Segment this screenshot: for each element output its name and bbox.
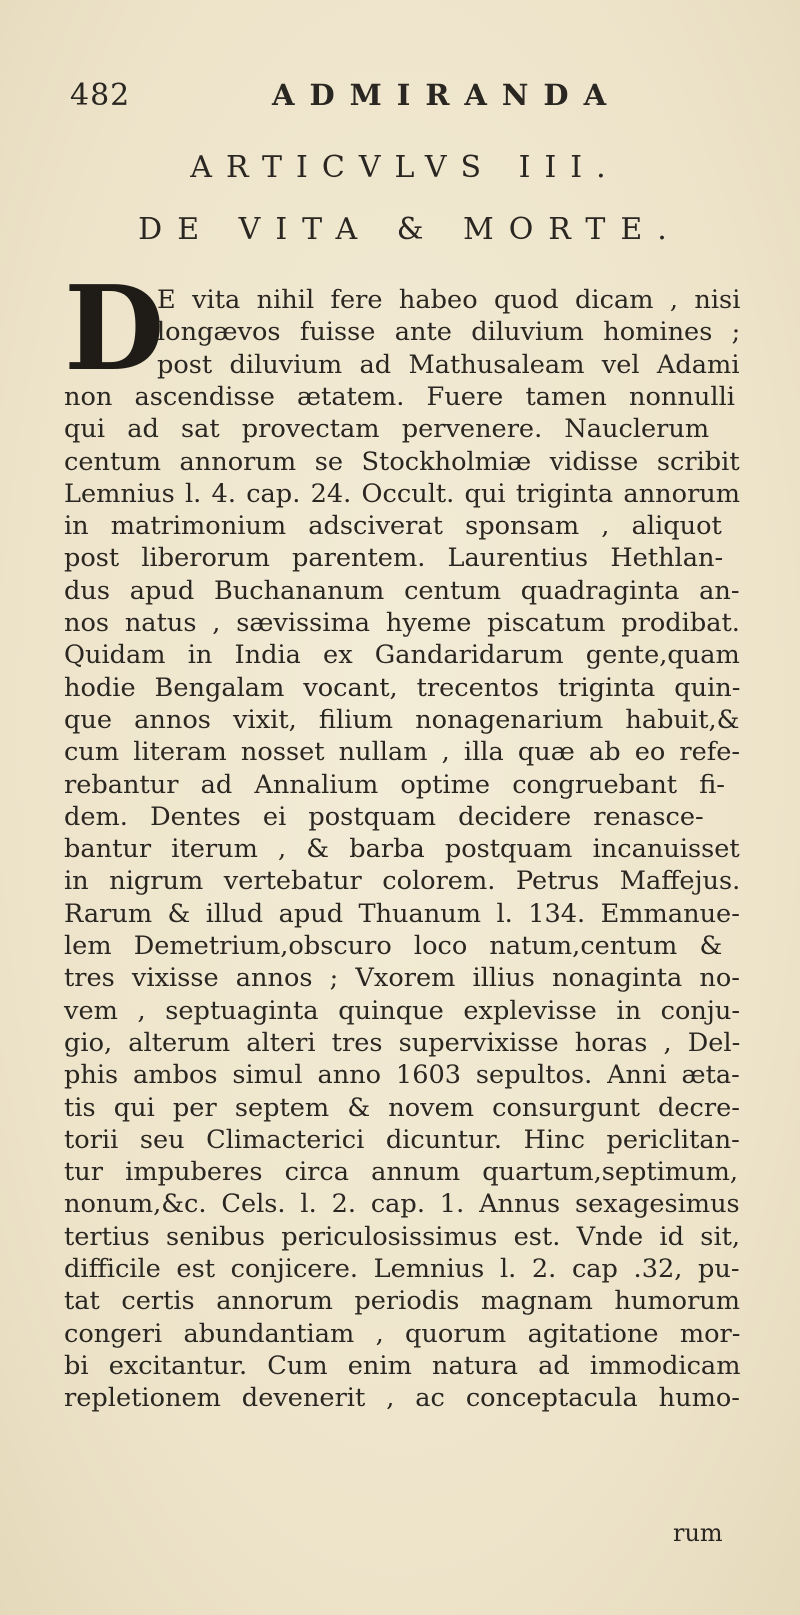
text-line: dus apud Buchananum centum quadraginta an- [64,575,740,606]
section-title: DE VITA & MORTE. [138,212,682,247]
text-line: que annos vixit, filium nonagenarium habuit,& [64,704,740,735]
text-line: nos natus , sævissima hyeme piscatum prodibat. [64,608,740,638]
text-line: vem , septuaginta quinque explevisse in conju- [64,995,740,1026]
text-line: centum annorum se Stockholmiæ vidisse scribit [64,446,740,477]
text-line: cum literam nosset nullam , illa quæ ab eo refe- [64,737,741,768]
text-line: tur impuberes circa annum quartum,septimum, [64,1157,739,1188]
text-line: torii seu Climacterici dicuntur. Hinc periclitan- [64,1124,740,1155]
text-line: in nigrum vertebatur colorem. Petrus Maffejus. [64,866,741,897]
page-number: 482 [70,78,131,113]
text-line: phis ambos simul anno 1603 sepultos. Anni æta- [64,1060,740,1091]
text-line: hodie Bengalam vocant, trecentos triginta quin- [64,672,741,703]
catchword: rum [673,1519,723,1547]
text-line: tertius senibus periculosissimus est. Vnde id sit, [64,1221,741,1252]
text-line: Rarum & illud apud Thuanum l. 134. Emmanue- [64,898,740,929]
text-line: nonum,&c. Cels. l. 2. cap. 1. Annus sexagesimus [64,1189,740,1220]
text-line: congeri abundantiam , quorum agitatione mor- [64,1318,741,1349]
text-line: post liberorum parentem. Laurentius Hethlan- [64,543,724,574]
running-head [62,78,742,118]
running-title: ADMIRANDA [272,78,622,112]
text-line: Lemnius l. 4. cap. 24. Occult. qui triginta annorum [64,478,741,509]
text-line: tres vixisse annos ; Vxorem illius nonaginta no- [64,963,740,994]
text-line: difficile est conjicere. Lemnius l. 2. cap .32, pu- [64,1254,740,1284]
text-line: gio, alterum alteri tres supervixisse horas , Del- [64,1027,741,1058]
article-title: ARTICVLVS III. [190,150,620,185]
text-line: tis qui per septem & novem consurgunt decre- [64,1092,740,1123]
text-line: bi excitantur. Cum enim natura ad immodicam [64,1350,741,1381]
text-line: qui ad sat provectam pervenere. Nauclerum [64,414,710,445]
text-line: post diluvium ad Mathusaleam vel Adami [157,349,740,380]
text-line: non ascendisse ætatem. Fuere tamen nonnulli [64,381,735,412]
text-line: tat certis annorum periodis magnam humorum [64,1286,741,1317]
text-line: dem. Dentes ei postquam decidere renasce- [64,801,704,832]
text-line: E vita nihil fere habeo quod dicam , nisi [157,285,741,315]
text-line: bantur iterum , & barba postquam incanuisset [64,834,740,865]
text-line: in matrimonium adsciverat sponsam , aliquot [64,511,722,542]
text-line: repletionem devenerit , ac conceptacula humo- [64,1383,740,1414]
text-line: longævos fuisse ante diluvium homines ; [157,317,741,348]
drop-cap-initial: D [64,261,165,397]
text-line: lem Demetrium,obscuro loco natum,centum & [64,931,723,961]
text-line: Quidam in India ex Gandaridarum gente,quam [64,640,740,671]
text-line: rebantur ad Annalium optime congruebant fi- [64,769,725,800]
